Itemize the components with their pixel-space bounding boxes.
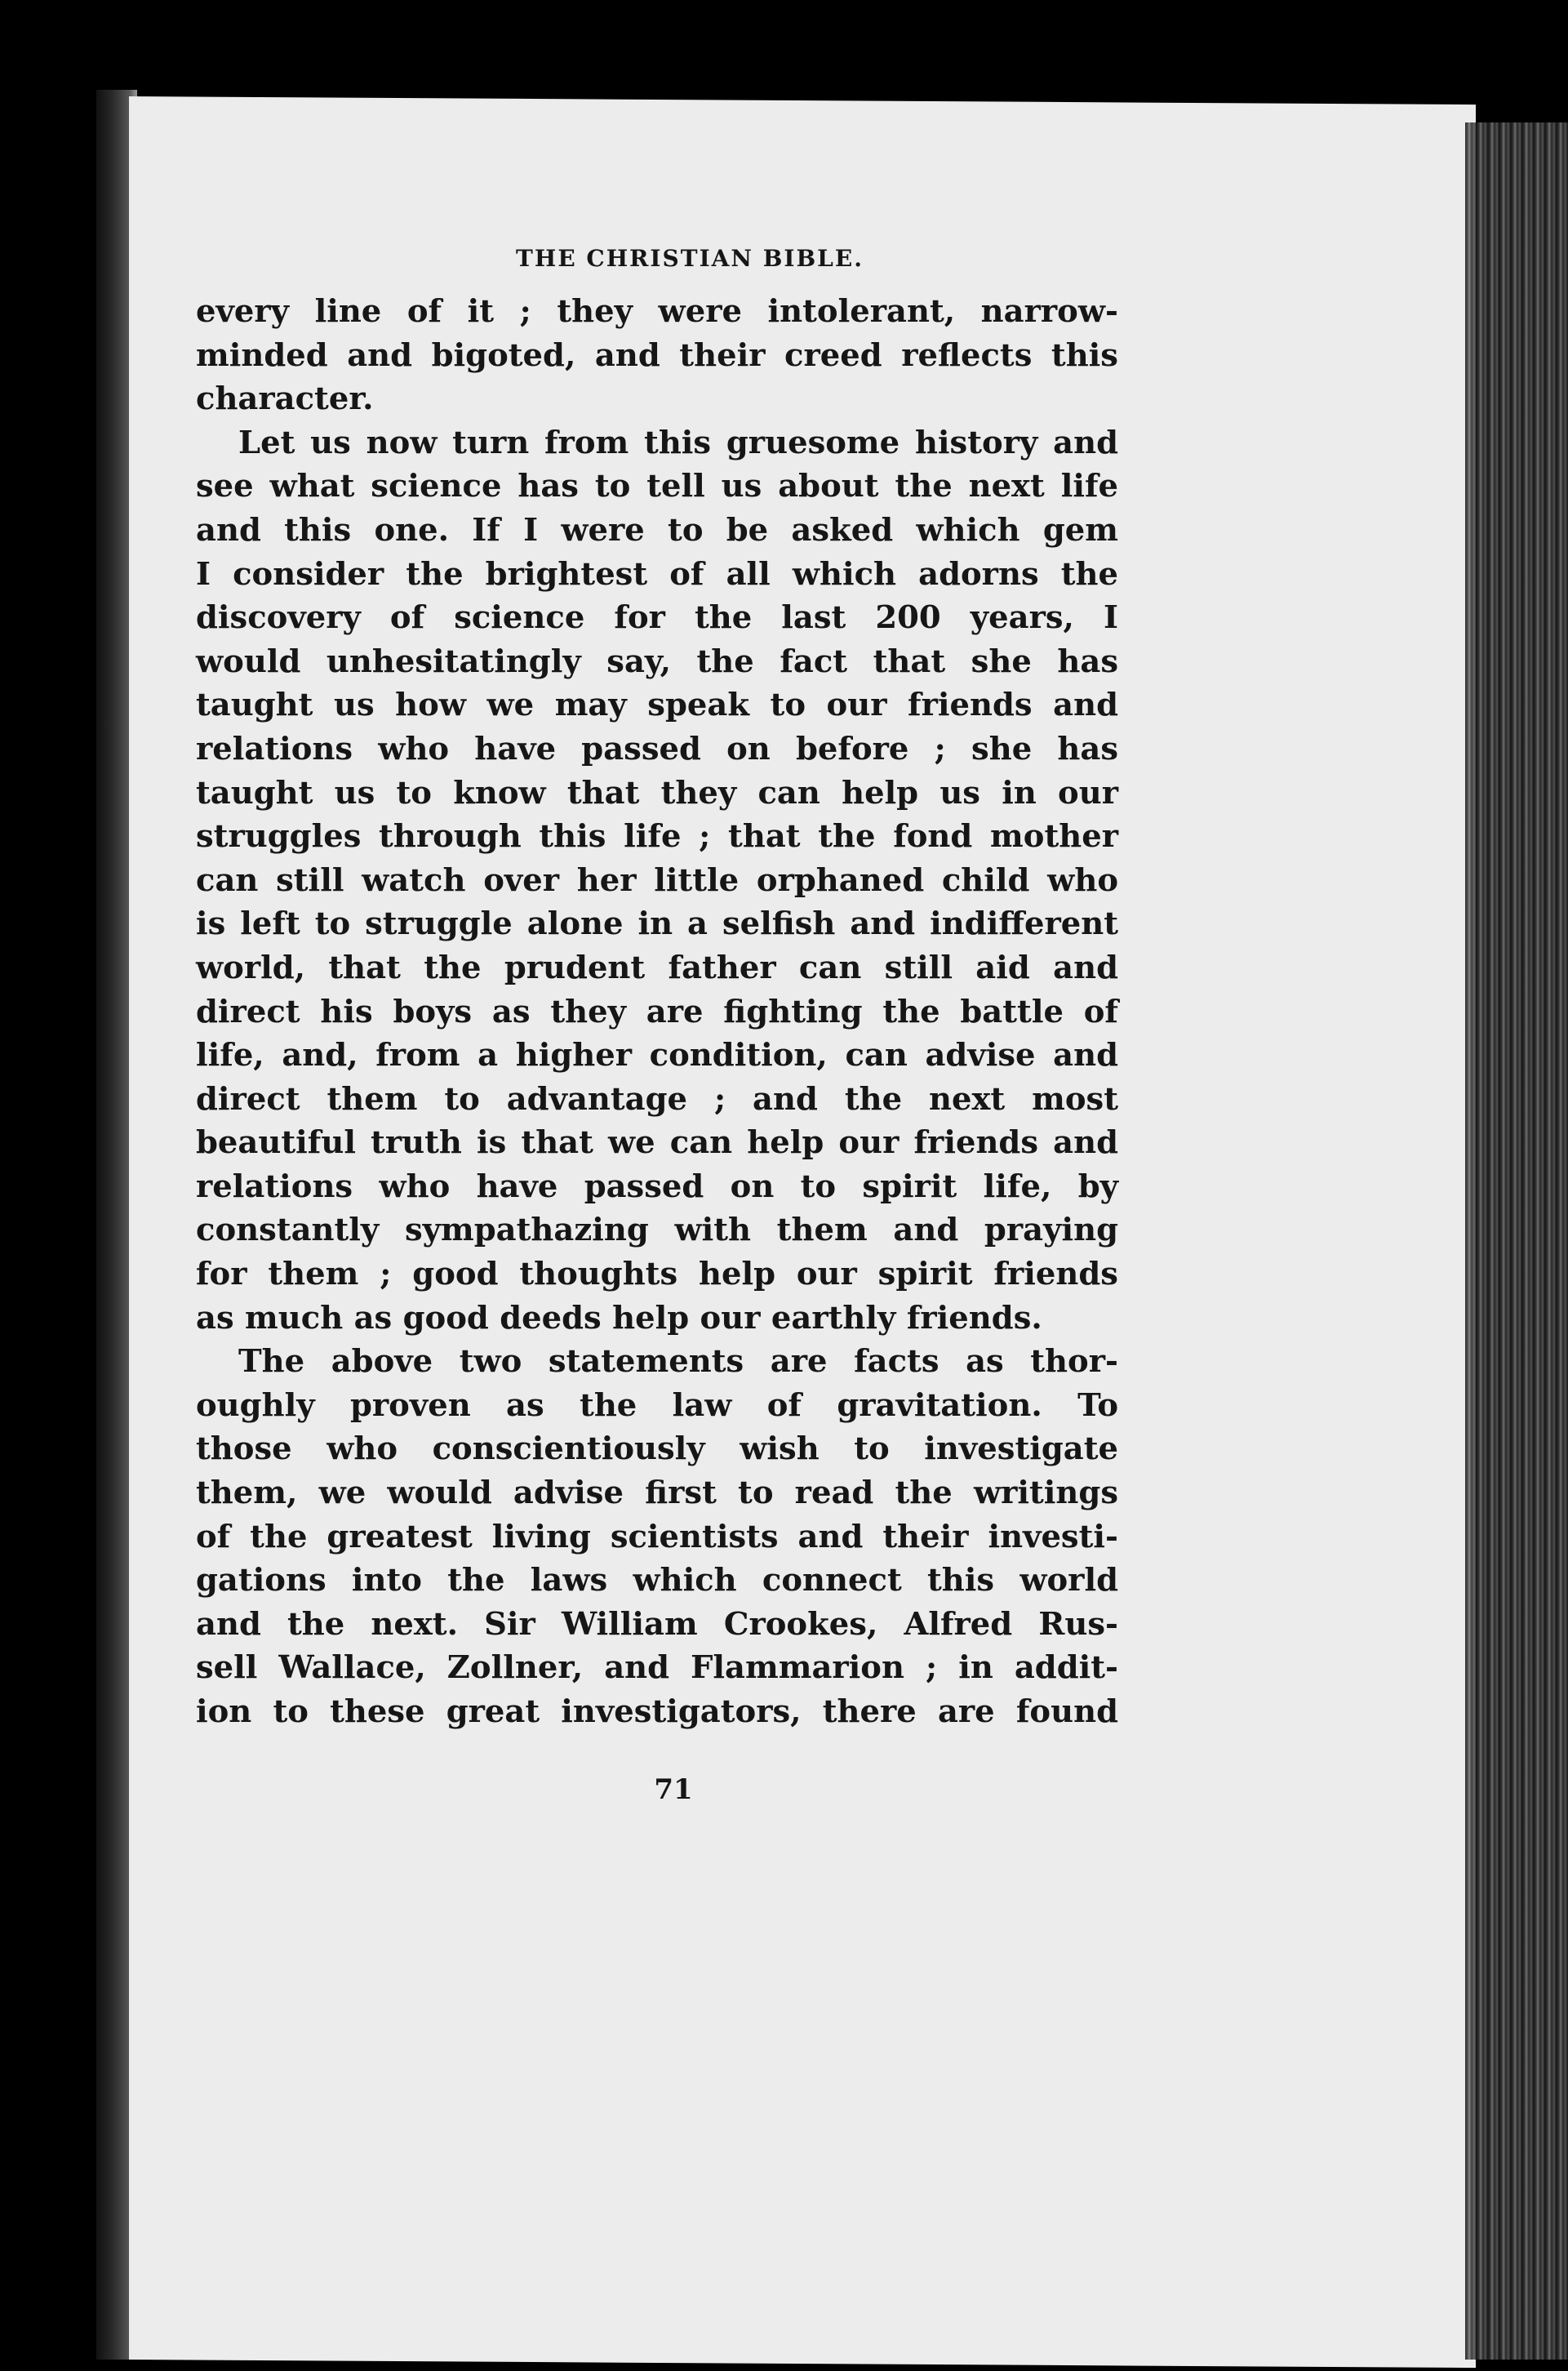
text-line: ion to these great investigators, there are found — [196, 1693, 1118, 1730]
text-line: struggles through this life ; that the fond mother — [196, 818, 1118, 856]
text-line: and this one. If I were to be asked which gem — [196, 511, 1118, 549]
text-line: I consider the brightest of all which adorns the — [196, 555, 1118, 593]
paragraph — [196, 290, 1118, 421]
text-line: gations into the laws which connect this world — [196, 1562, 1118, 1599]
text-line: taught us how we may speak to our friends and — [196, 687, 1118, 724]
text-line: discovery of science for the last 200 years, I — [196, 599, 1118, 637]
text-line: see what science has to tell us about the next life — [196, 468, 1118, 505]
paragraph — [196, 421, 1118, 1340]
text-line: sell Wallace, Zollner, and Flammarion ; in addit- — [196, 1649, 1118, 1687]
text-line: those who conscientiously wish to investigate — [196, 1430, 1118, 1468]
text-line: constantly sympathazing with them and praying — [196, 1212, 1118, 1249]
text-line: taught us to know that they can help us in our — [196, 774, 1118, 812]
text-line: world, that the prudent father can still aid and — [196, 949, 1118, 986]
text-line: life, and, from a higher condition, can advise and — [196, 1037, 1118, 1074]
text-line: direct his boys as they are fighting the battle of — [196, 993, 1118, 1030]
text-line: and the next. Sir William Crookes, Alfred Rus- — [196, 1605, 1118, 1643]
text-line: Let us now turn from this gruesome history and — [238, 424, 1118, 461]
text-line: character. — [196, 380, 374, 418]
body-text — [196, 290, 1118, 1734]
page-text-block — [196, 245, 1118, 1806]
text-line: relations who have passed on before ; she has — [196, 730, 1118, 767]
text-line: of the greatest living scientists and their investi- — [196, 1518, 1118, 1555]
text-line: The above two statements are facts as thor- — [238, 1343, 1118, 1381]
text-line: can still watch over her little orphaned child who — [196, 861, 1118, 899]
running-head: THE CHRISTIAN BIBLE. — [516, 245, 864, 272]
page-number: 71 — [654, 1773, 693, 1806]
text-line: direct them to advantage ; and the next most — [196, 1080, 1118, 1118]
text-line: them, we would advise first to read the writings — [196, 1475, 1118, 1512]
text-line: minded and bigoted, and their creed reflects this — [196, 336, 1118, 374]
text-line: would unhesitatingly say, the fact that she has — [196, 643, 1118, 680]
text-line: beautiful truth is that we can help our friends and — [196, 1124, 1118, 1162]
text-line: every line of it ; they were intolerant, narrow- — [196, 293, 1118, 330]
text-line: for them ; good thoughts help our spirit friends — [196, 1256, 1118, 1293]
paragraph — [196, 1340, 1118, 1733]
page-edges-right — [1465, 122, 1568, 2360]
text-line: is left to struggle alone in a selfish and indifferent — [196, 905, 1118, 943]
text-line: as much as good deeds help our earthly friends. — [196, 1299, 1042, 1337]
text-line: relations who have passed on to spirit life, by — [196, 1168, 1118, 1205]
text-line: oughly proven as the law of gravitation. To — [196, 1386, 1118, 1424]
